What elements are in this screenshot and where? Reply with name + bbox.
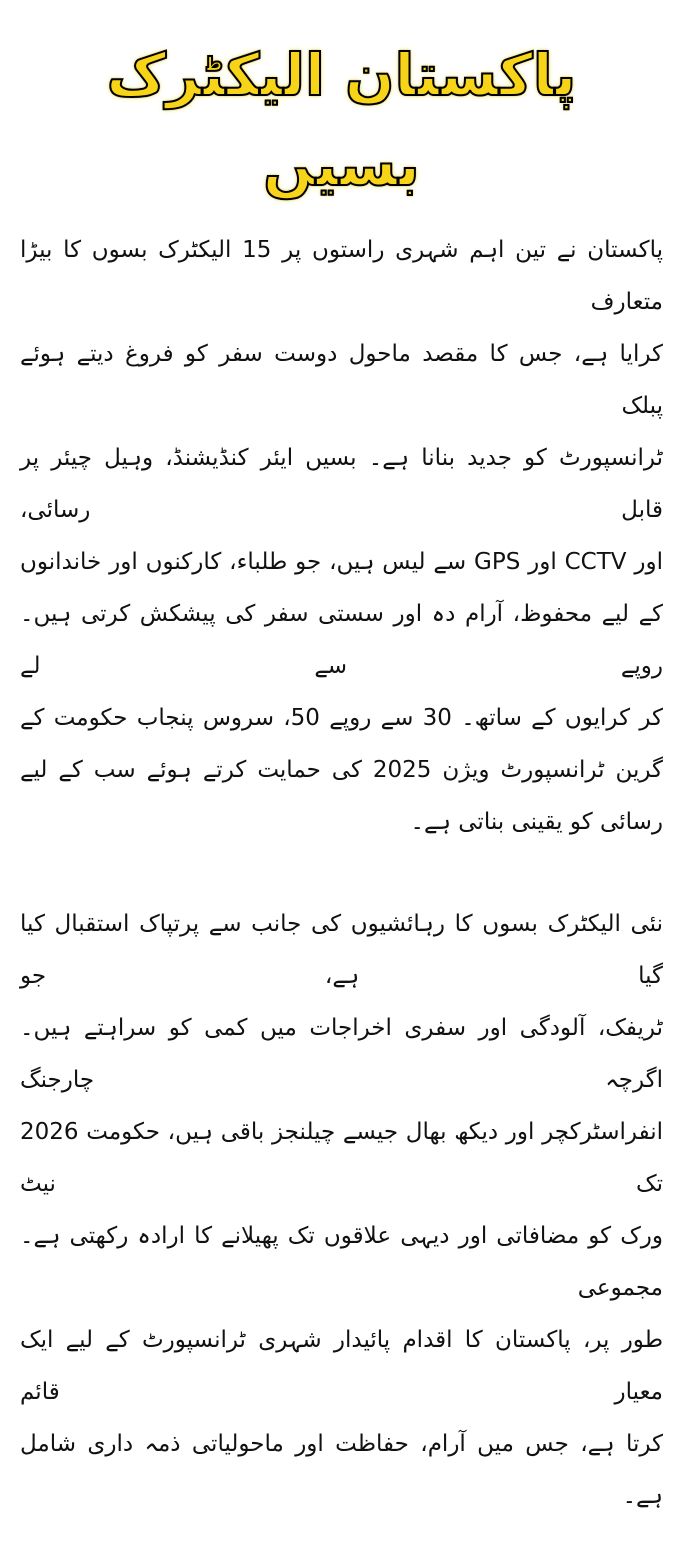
text-line: کے لیے محفوظ، آرام دہ اور سستی سفر کی پیشکش کرتی ہیں۔ روپے سے لے [20,601,663,679]
text-line: رسائی کو یقینی بناتی ہے۔ [410,809,663,835]
paragraph-2 [20,898,663,1522]
text-line: کر کرایوں کے ساتھ۔ 30 سے روپے 50، سروس پنجاب حکومت کے [20,705,663,731]
paragraph-1 [20,224,663,848]
text-line: کرایا ہے، جس کا مقصد ماحول دوست سفر کو فروغ دیتے ہوئے پبلک [20,341,663,419]
page-title: پاکستان الیکٹرک بسیں [106,41,577,199]
text-line: پاکستان نے تین اہم شہری راستوں پر 15 الیکٹرک بسوں کا بیڑا متعارف [20,237,664,315]
text-line: ٹرانسپورٹ کو جدید بنانا ہے۔ بسیں ایئر کنڈیشنڈ، وہیل چیئر پر قابل رسائی، [20,445,663,523]
text-line: انفراسٹرکچر اور دیکھ بھال جیسے چیلنجز باقی ہیں، حکومت 2026 تک نیٹ [20,1119,663,1197]
text-line: ورک کو مضافاتی اور دیہی علاقوں تک پھیلانے کا ارادہ رکھتی ہے۔ مجموعی [20,1223,663,1301]
text-line: طور پر، پاکستان کا اقدام پائیدار شہری ٹرانسپورٹ کے لیے ایک معیار قائم [20,1327,663,1405]
text-line: ٹریفک، آلودگی اور سفری اخراجات میں کمی کو سراہتے ہیں۔ اگرچہ چارجنگ [20,1015,663,1093]
text-line: اور CCTV اور GPS سے لیس ہیں، جو طلباء، کارکنوں اور خاندانوں [20,549,663,575]
text-line: گرین ٹرانسپورٹ ویژن 2025 کی حمایت کرتے ہوئے سب کے لیے [20,757,663,783]
text-line: کرتا ہے، جس میں آرام، حفاظت اور ماحولیاتی ذمہ داری شامل ہے۔ [20,1431,663,1509]
text-line: نئی الیکٹرک بسوں کا رہائشیوں کی جانب سے پرتپاک استقبال کیا گیا ہے، جو [20,911,663,989]
